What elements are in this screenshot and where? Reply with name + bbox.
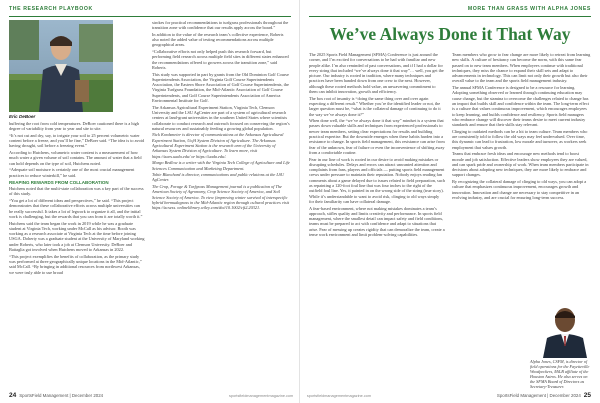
paragraph: Teams that embrace fresh ideas and encourage new methods tend to boost morale and job satisfaction. Effective leaders show employees they are valued, and can spark pride and ownership of work. When team members participate in decisions about adopting new techniques, they are more likely to embrace and support changes. [452, 151, 589, 178]
paragraph: “Collaborative efforts not only helped push this research forward, but performing field research across multiple field sites in different states enhanced the recommendations offered to growers across the transition zone,” said Roberts. [152, 49, 289, 70]
right-column-2 [452, 52, 591, 298]
paragraph: Team members who grow to fear change are more likely to retreat from learning new skills. A culture of hesitancy can become the norm, with this same fear passed on to new team members. When employees continue with traditional techniques, they miss the chance to expand their skill sets and adapt to advancements in technology. This can limit not only their growth but also their overall value to the team and the sports field management industry. [452, 52, 591, 84]
right-footer [306, 392, 591, 399]
right-running-head: MORE THAN GRASS WITH ALPHA JONES [467, 6, 591, 12]
researcher-photo-image [9, 20, 113, 112]
paragraph: “Adequate soil moisture is certainly one of the most crucial management practices to reduce winterkill,” he said. [9, 167, 135, 178]
paragraph: The 2025 Sports Field Management (SFMA) Conference is just around the corner, and I’m excited for conversations to be had with familiar and new people alike. I’m also reminded of past conversations, and if I had a dollar for every string that included “we’ve always done it that way”… well, you get the picture. Our industry is rooted in tradition, where many techniques and practices have been handed down from one crew to the next. However, although these rooted methods hold value, an unwavering commitment to them can inhibit innovation, growth and efficiency. [309, 52, 444, 95]
researcher-photo [9, 20, 113, 112]
magazine-issue: SportsField Management | December 2024 [19, 393, 104, 398]
bio-column [452, 300, 536, 388]
paragraph: strokes for practical recommendations to turfgrass professionals throughout the transition zone with confidence that our results apply across the board.” [152, 20, 289, 31]
left-column-2 [152, 20, 291, 389]
paragraph: The Arkansas Agricultural Experiment Station, Virginia Tech, Clemson University and the LSU AgCenter are part of a system of agricultural research centers at land-grant universities in the southern United States where scientists collaborate to conduct research and outreach focused on conserving the region’s natural resources and sustainably feeding a growing global population. [152, 104, 290, 131]
paragraph: “It’s not cut and dry, say, to irrigate your soil to 25 percent volumetric water content before a freeze, and you’ll be fine,” DeBoer said. “The idea is to avoid having drought, soil before a freezing event.” [9, 132, 145, 149]
author-note: Nick Kordsmeier is director of communications at the Arkansas Agricultural Experiment Station, UofA System Division of Agriculture. The Arkansas Agricultural Experiment Station is the research arm of the University of Arkansas System Division of Agriculture. To learn more, visit https://aaes.uada.edu/ or https://uada.edu/. [152, 132, 284, 159]
left-footer [9, 392, 294, 399]
right-column-1 [309, 52, 445, 389]
paragraph: “You get a lot of different ideas and perspectives,” he said. “This project demonstrates that these collaborative efforts across multiple universities can be really successful. It takes a lot of legwork to organize it all, and the initial work is challenging, but the rewards that you can from it are totally worth it.” [9, 198, 143, 219]
article-title: We’ve Always Done it That Way [329, 24, 571, 44]
author-note: Tobie Blanchard is director, communications and public relations at the LSU AgCenter. [152, 172, 284, 183]
paragraph: The annual SFMA Conference is designed to be a resource for learning. Adopting something observed or learned through continuing education may cause change, but the stamina to overcome the challenges related to change has an impact that builds skill and confidence within the team. The long-term effect is a culture that values continuous improvement, which encourages employees to keep learning, and builds confidence and resiliency. Sports field managers who embrace change will discover their teams desire to meet current industry standards and ensure that their skills stay relevant. [452, 85, 589, 128]
paragraph: buffering the root from cold temperatures. DeBoer cautioned there is a high degree of variability from year to year and site to site. [9, 121, 139, 132]
paragraph: The box root of insanity is “doing the same thing over and over again expecting a different result.” Whether you’re the identified leader or not, the larger question must be, “what is the collateral damage of continuing to do it the way we’ve always done it?” [309, 95, 441, 117]
page-number: 24 [9, 392, 17, 399]
paragraph: Hutchens said the team began the work in 2019 while he was a graduate student at Virginia Tech, working under McCall as his advisor. Booth was working as a research associate at Virginia Tech at the time before joining USGA. Doherty was a graduate student at the University of Maryland working under Roberts, who later took a job at Clemson University. DeBoer and Battaglia got involved when Hutchens moved to Arkansas in 2022. [9, 220, 145, 253]
paragraph: “This project exemplifies the benefits of collaboration, as the primary study was performed at three geographically unique locations in the Mid-Atlantic,” said McCall. “By bringing in additional resources from northwest Arkansas, we were truly able to use broad [9, 253, 142, 275]
paragraph: Clinging to outdated methods can be a hit to team culture. Team members who are consistently told to follow the old ways may feel undervalued. Over time, this dynamic can lead to frustration, low morale and turnover, as workers seek employment that values growth. [452, 128, 588, 150]
photo-caption: Eric DeBoer [9, 114, 36, 119]
left-running-head: THE RESEARCH PLAYBOOK [9, 6, 93, 12]
paragraph: Fear in our line of work is rooted in our desire to avoid making mistakes or disrupting schedules. Delays and errors can attract unwanted attention and complaints from fans, players and officials — putting sports field management crews under pressure to maintain their reputation. Nobody enjoys reading fan comments about a game delayed due to issues related to field preparation, such as repainting a 120-foot foul line that was four inches to the right of the outfield foul line. Yes, it painted in on the wrong side of the string (true story). While it’s understandable to want to avoid risk, clinging to old ways simply for their familiarity can have collateral damage. [309, 156, 445, 204]
left-header-rule [9, 16, 291, 17]
left-column-1 [9, 121, 145, 389]
paragraph: According to Hutchens, volumetric water content is a measurement of how much water a given volume of soil contains. The amount of water that a field can hold depends on the type of soil, Hutchens noted. [9, 150, 142, 166]
author-bio: Alpha Jones, CSFM, is director of field operations for the Fayetteville Woodpeckers, MiLB affiliate of the Houston Astros. He also serves on the SFMA Board of Directors as Secretary-Treasurer. [530, 359, 590, 390]
author-note: The Crop, Forage & Turfgrass Management journal is a publication of The American Society of Agronomy, Crop Science Society of America, and Soil Science Society of America. To view (improving winter survival of interspecific hybrid bermudagrass in the Mid-Atlantic region through cultural practices visit https://acsess. onlinelibrary.wiley.com/doi/10.1002/cft2.20321. [152, 183, 290, 211]
paragraph: In addition to the value of the research team’s collective experience, Roberts also noted the added value of testing recommendations across multiple geographical areas. [152, 31, 284, 48]
paragraph: Hutchens noted that the multi-state collaboration was a key part of the success of this study. [9, 186, 144, 197]
author-portrait [539, 300, 591, 358]
page-number: 25 [583, 392, 591, 399]
paragraph: This study was supported in part by grants from the Old Dominion Golf Course Superintendents Association, the Virginia Golf Course Superintendents Association, the Eastern Shore Association of Golf Course Superintendents, the Virginia Turfgrass Foundation, the Mid-Atlantic Association of Golf Course Superintendents, and Golf Course Superintendents Association of America Environmental Institute for Golf. [152, 71, 289, 104]
paragraph: By recognizing the collateral damage of clinging to old ways, you can adopt a culture that emphasizes continuous improvement, encourages growth and innovation. Innovation and change are necessary to stay competitive in an evolving industry, and are crucial for ensuring long-term success. [452, 179, 587, 200]
magazine-url: sportsfieldmanagementmagazine.com [229, 393, 294, 398]
right-page [300, 0, 600, 403]
right-header-rule [309, 16, 591, 17]
section-heading: REAPING REWARDS FROM COLLABORATION [9, 179, 109, 185]
paragraph: When done well, the “we’ve always done it that way” mindset is a system that passes down valuable skills and techniques from experienced professionals to newer team members, setting clear expectations for results and building practical expertise. But the downside emerges when these habits harden into a resistance to change. In sports field management, this resistance can arise from fear of the unknown, fear of failure or even the inconvenience of shifting away from a comfortable routine. [309, 118, 445, 155]
author-portrait-image [539, 300, 591, 358]
author-note: Margo Bedlow is a writer with the Virginia Tech College of Agriculture and Life Sciences Communication and Marketing Department. [152, 160, 290, 171]
magazine-issue: SportsField Management | December 2024 [496, 393, 581, 398]
magazine-url: sportsfieldmanagementmagazine.com [306, 393, 371, 398]
paragraph: A fear-based environment, where not making mistakes dominates a team’s approach, stifles quality and limits creativity and performance. In sports field management, where the smallest detail can impact safety and field conditions, teams must be prepared to act with confidence and adapt to situations that arise. Fear of messing up creates rigidity that can demoralize the team, create a tense work environment and limit problem-solving capabilities. [309, 205, 445, 237]
